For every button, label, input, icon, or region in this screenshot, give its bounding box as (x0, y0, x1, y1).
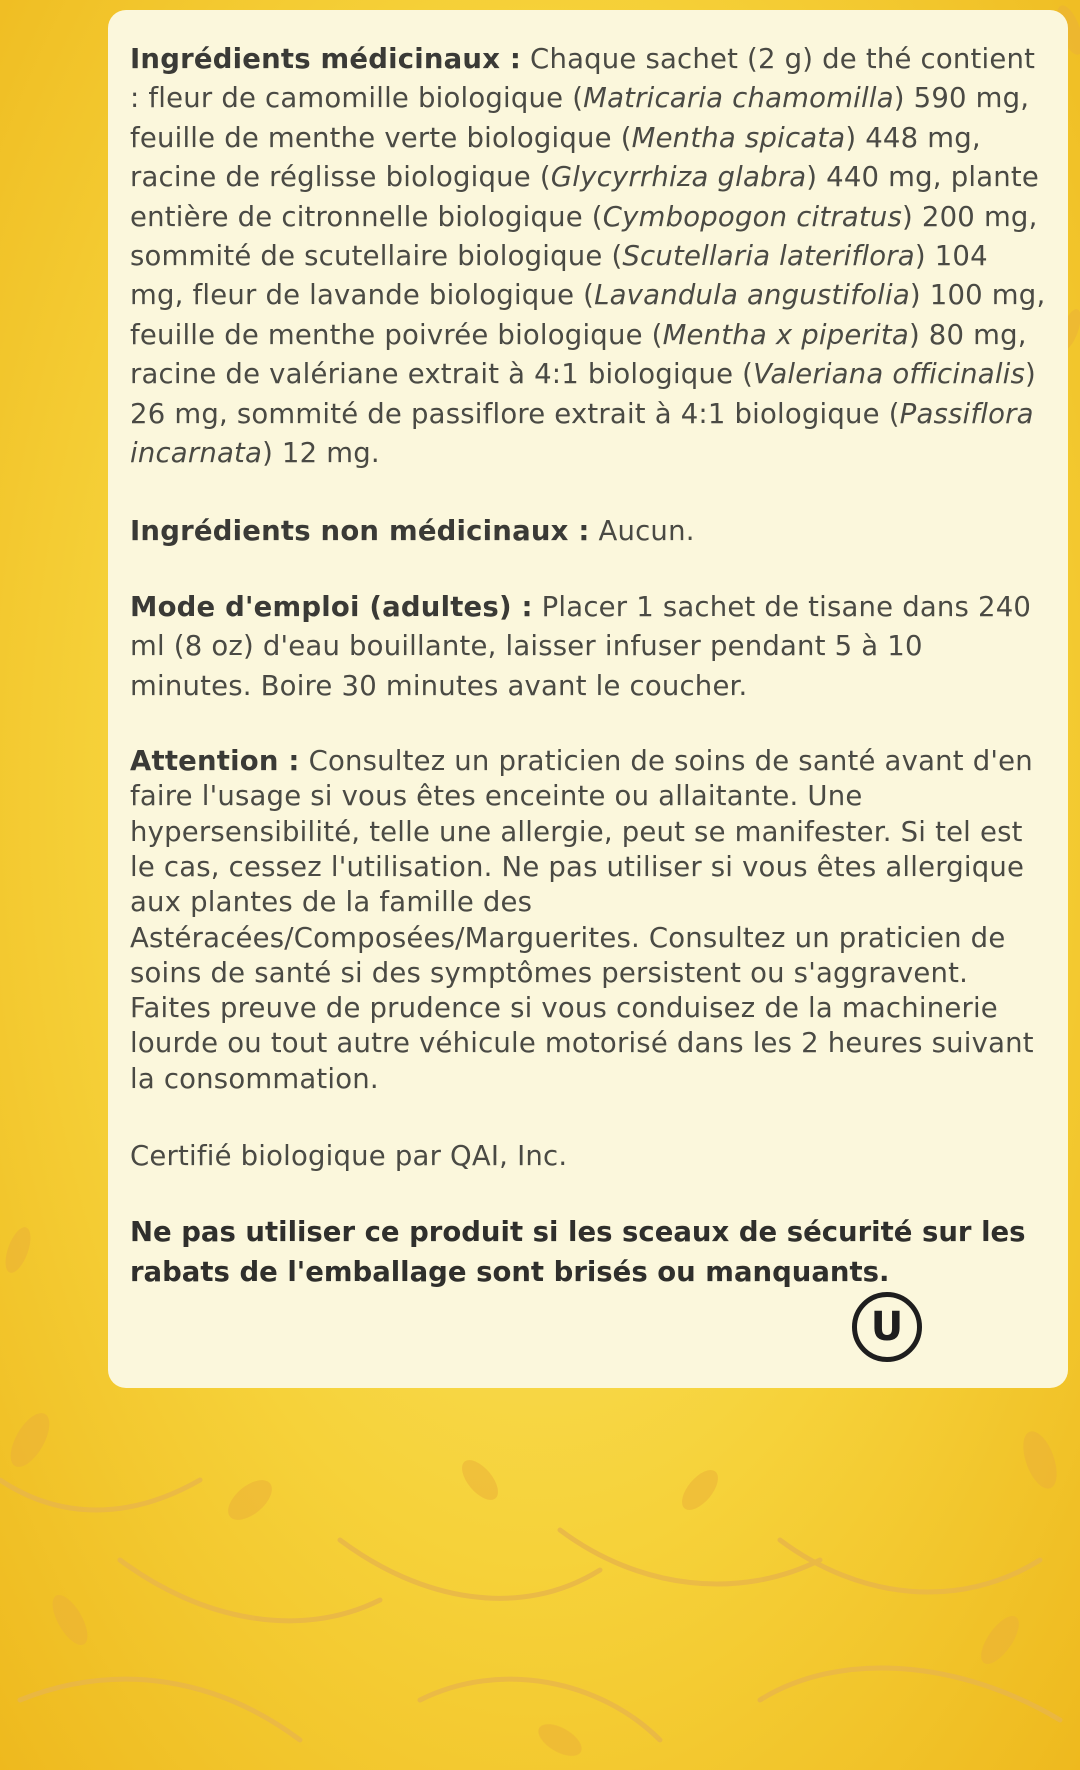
latin-name: Matricaria chamomilla (583, 82, 894, 115)
certification-text: Certifié biologique par QAI, Inc. (130, 1140, 568, 1173)
medicinal-text: ) 100 mg, feuille de menthe poivrée biologique ( (130, 279, 1046, 351)
directions-text: Placer 1 sachet de tisane dans 240 ml (8 oz) d'eau bouillante, laisser infuser pendant 5 à 10 minutes. Boire 30 minutes avant le coucher. (130, 590, 1032, 702)
ingredients-panel (108, 10, 1068, 1388)
latin-name: Lavandula angustifolia (594, 279, 910, 312)
non-medicinal-text: Aucun. (589, 515, 695, 548)
medicinal-ingredients (130, 40, 1048, 473)
latin-name: Cymbopogon citratus (602, 200, 903, 233)
latin-name: Valeriana officinalis (753, 358, 1026, 391)
kosher-letter: U (870, 1304, 904, 1350)
medicinal-text: ) 200 mg, sommité de scutellaire biologique ( (130, 200, 1038, 273)
latin-name: Mentha spicata (631, 121, 846, 154)
medicinal-text: ) 12 mg. (262, 437, 380, 470)
latin-name: Mentha x piperita (662, 318, 909, 351)
directions-label: Mode d'emploi (adultes) : (130, 590, 533, 623)
medicinal-text: ) 440 mg, plante entière de citronnelle biologique ( (130, 161, 1039, 233)
caution-label: Attention : (130, 745, 300, 778)
latin-name: Glycyrrhiza glabra (550, 161, 807, 194)
medicinal-label: Ingrédients médicinaux : (130, 43, 522, 75)
medicinal-text: Chaque sachet (2 g) de thé contient : fleur de camomille biologique ( (130, 43, 1036, 115)
kosher-symbol-icon (852, 1292, 922, 1362)
seal-warning: Ne pas utiliser ce produit si les sceaux de sécurité sur les rabats de l'emballage sont brisés ou manquants. (130, 1216, 1026, 1289)
caution (130, 744, 1048, 1097)
medicinal-text: ) 448 mg, racine de réglisse biologique ( (130, 121, 981, 194)
caution-text: Consultez un praticien de soins de santé avant d'en faire l'usage si vous êtes enceinte ou allaitante. Une hypersensibilité, telle une allergie, peut se manifester. Si tel est le cas, cessez l'utilisation. Ne pas utiliser si vous êtes allergique aux plantes de la famille des Astéracées/Composées/Marguerites. Consultez un praticien de soins de santé si des symptômes persistent ou s'aggravent. Faites preuve de prudence si vous conduisez de la machinerie lourde ou tout autre véhicule motorisé dans les 2 heures suivant la consommation. (130, 745, 1034, 1095)
medicinal-text: ) 26 mg, sommité de passiflore extrait à 4:1 biologique ( (130, 358, 1036, 430)
latin-name: Passiflora incarnata (130, 397, 1034, 470)
latin-name: Scutellaria lateriflora (622, 240, 915, 273)
directions (130, 588, 1048, 706)
medicinal-text: ) 104 mg, fleur de lavande biologique ( (130, 240, 988, 312)
non-medicinal-label: Ingrédients non médicinaux : (130, 515, 590, 548)
non-medicinal-ingredients (130, 512, 1048, 551)
medicinal-text: ) 80 mg, racine de valériane extrait à 4:1 biologique ( (130, 318, 1027, 391)
medicinal-text: ) 590 mg, feuille de menthe verte biologique ( (130, 82, 1030, 154)
